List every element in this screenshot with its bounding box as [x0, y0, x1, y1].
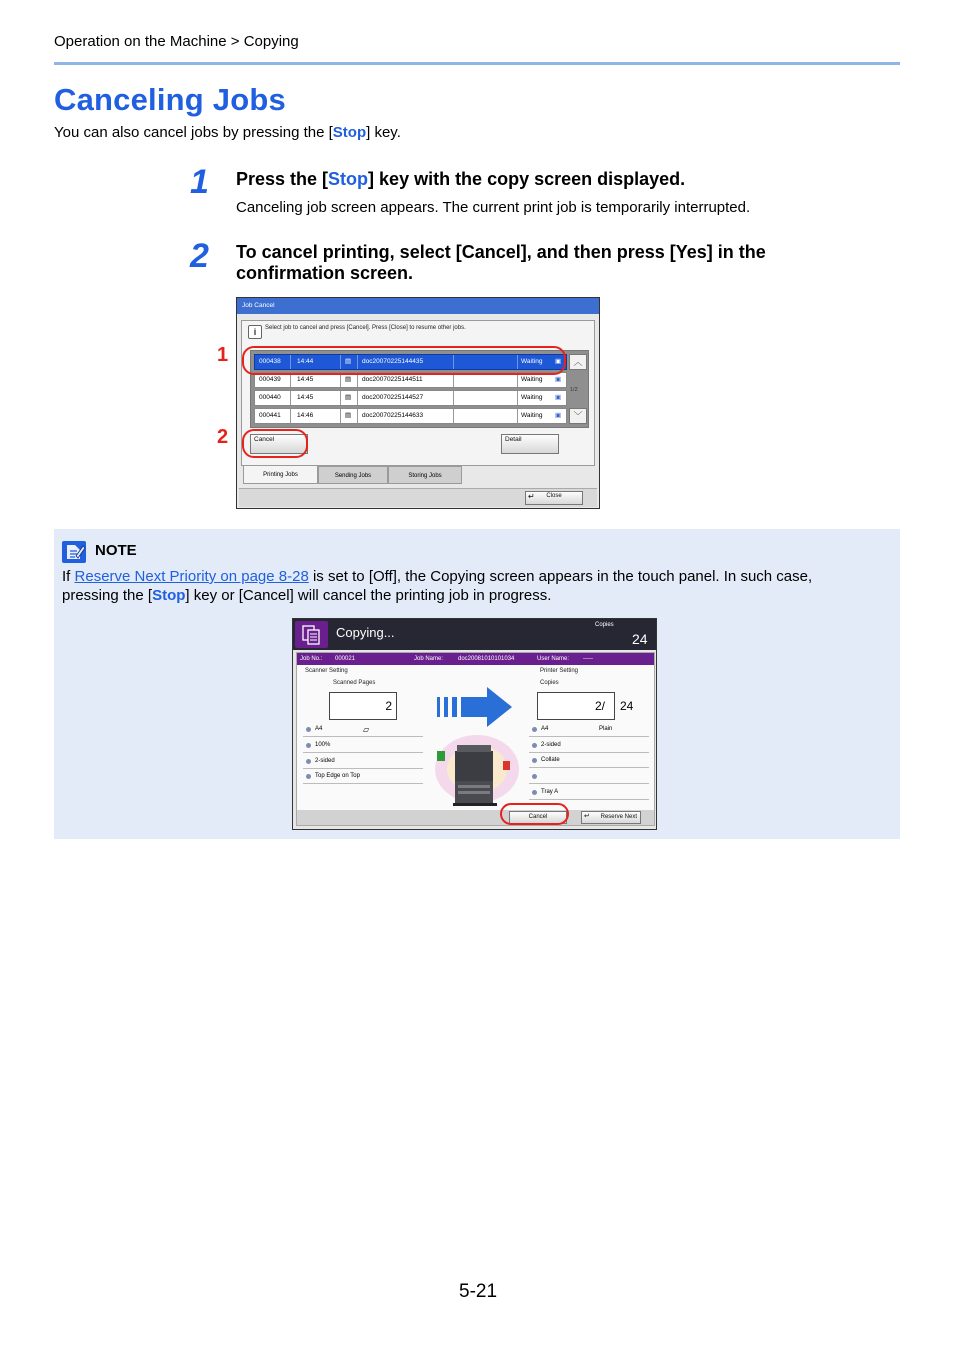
copying-body: [296, 652, 655, 826]
scanner-setting-item: 100%: [303, 738, 423, 753]
printer-setting-item: [529, 769, 649, 784]
reserve-next-priority-link[interactable]: Reserve Next Priority on page 8-28: [74, 568, 309, 585]
callout-1: 1: [217, 344, 229, 366]
page-number: 5-21: [459, 1281, 498, 1302]
printer-setting-item: Collate: [529, 753, 649, 768]
reserve-next-button[interactable]: ↵ Reserve Next: [581, 811, 641, 824]
printer-setting-item: 2-sided: [529, 738, 649, 753]
document-icon: ▤: [345, 358, 352, 365]
scanner-setting-label: Scanner Setting: [305, 668, 348, 674]
page-title: Canceling Jobs: [54, 82, 286, 117]
step-1-body: Canceling job screen appears. The current print job is temporarily interrupted.: [236, 199, 751, 216]
callout-2: 2: [217, 426, 229, 448]
copying-header: [293, 619, 656, 650]
highlight-copy-cancel-button: [500, 803, 569, 825]
intro-text: You can also cancel jobs by pressing the [Stop] key.: [54, 124, 401, 141]
job-row[interactable]: 000441 14:46 ▤ doc20070225144633 Waiting ▣: [254, 408, 567, 424]
printer-setting-item: Tray A: [529, 785, 649, 800]
highlight-cancel-button: [242, 429, 308, 458]
copying-status-title: Copying...: [336, 625, 395, 640]
step-1-number: 1: [190, 163, 209, 201]
breadcrumb: Operation on the Machine > Copying: [54, 33, 299, 50]
step-2-number: 2: [190, 237, 209, 275]
job-cancel-title: Job Cancel: [237, 298, 599, 314]
tab-printing-jobs[interactable]: Printing Jobs: [243, 466, 318, 484]
document-icon: ▤: [345, 412, 352, 419]
document-icon: ▤: [345, 376, 352, 383]
detail-button[interactable]: Detail: [501, 434, 559, 454]
step-1-heading: Press the [Stop] key with the copy screen displayed.: [236, 169, 686, 189]
cancel-copy-button[interactable]: Cancel: [509, 811, 567, 824]
cancel-button[interactable]: Cancel: [250, 434, 308, 454]
note-text: If Reserve Next Priority on page 8-28 is set to [Off], the Copying screen appears in the touch panel. In such case, pressing the [Stop] key or [Cancel] will cancel the printing job in progress.: [62, 568, 813, 604]
page-indicator: 1/2: [570, 387, 578, 393]
printer-setting-item: A4 Plain: [529, 722, 649, 737]
copy-document-icon: [295, 621, 328, 648]
info-icon: i: [248, 325, 262, 339]
stop-key-label: Stop: [332, 124, 367, 141]
scanned-pages-label: Scanned Pages: [333, 680, 376, 686]
scroll-down-button[interactable]: ﹀: [569, 408, 587, 424]
job-cancel-screen: [236, 297, 600, 509]
job-row[interactable]: 000439 14:45 ▤ doc20070225144511 Waiting ▣: [254, 372, 567, 388]
job-info-bar: Job No.: 000021 Job Name: doc20081010101034 User Name: -----: [297, 653, 654, 665]
header-divider: [54, 62, 900, 65]
scanner-setting-item: 2-sided: [303, 754, 423, 769]
print-icon: ▣: [555, 412, 562, 419]
close-button[interactable]: ↵ Close: [525, 491, 583, 505]
job-cancel-message: Select job to cancel and press [Cancel]. Press [Close] to resume other jobs.: [265, 325, 466, 331]
scroll-up-button[interactable]: ︿: [569, 354, 587, 370]
document-icon: ▤: [345, 394, 352, 401]
note-title: NOTE: [95, 542, 137, 559]
enter-icon: ↵: [584, 813, 590, 820]
scan-to-print-arrow-icon: [437, 685, 515, 729]
print-icon: ▣: [555, 376, 562, 383]
page-orientation-icon: ▱: [363, 725, 370, 734]
printer-setting-label: Printer Setting: [540, 668, 579, 674]
scanner-setting-item: A4 ▱: [303, 722, 423, 737]
copies-label: Copies: [595, 622, 614, 628]
note-icon: [62, 541, 86, 563]
copies-count: 24: [632, 631, 648, 647]
tab-sending-jobs[interactable]: Sending Jobs: [318, 466, 388, 484]
job-row[interactable]: 000438 14:44 ▤ doc20070225144435 Waiting ▣: [254, 354, 567, 370]
print-icon: ▣: [555, 394, 562, 401]
copier-machine-icon: [425, 731, 523, 807]
printer-copies-label: Copies: [540, 680, 559, 686]
step-2-heading-line2: confirmation screen.: [236, 263, 414, 283]
scanned-pages-count: 2: [329, 692, 397, 720]
step-2-heading-line1: To cancel printing, select [Cancel], and then press [Yes] in the: [236, 242, 766, 262]
job-list-scroller: [569, 354, 587, 426]
job-row[interactable]: 000440 14:45 ▤ doc20070225144527 Waiting ▣: [254, 390, 567, 406]
tab-storing-jobs[interactable]: Storing Jobs: [388, 466, 462, 484]
print-icon: ▣: [555, 358, 562, 365]
enter-icon: ↵: [528, 492, 535, 501]
scanner-setting-item: Top Edge on Top: [303, 769, 423, 784]
printed-copies-count: 2/ 24: [537, 692, 615, 720]
copying-screen: [292, 618, 657, 830]
highlight-job-row: [242, 346, 566, 375]
